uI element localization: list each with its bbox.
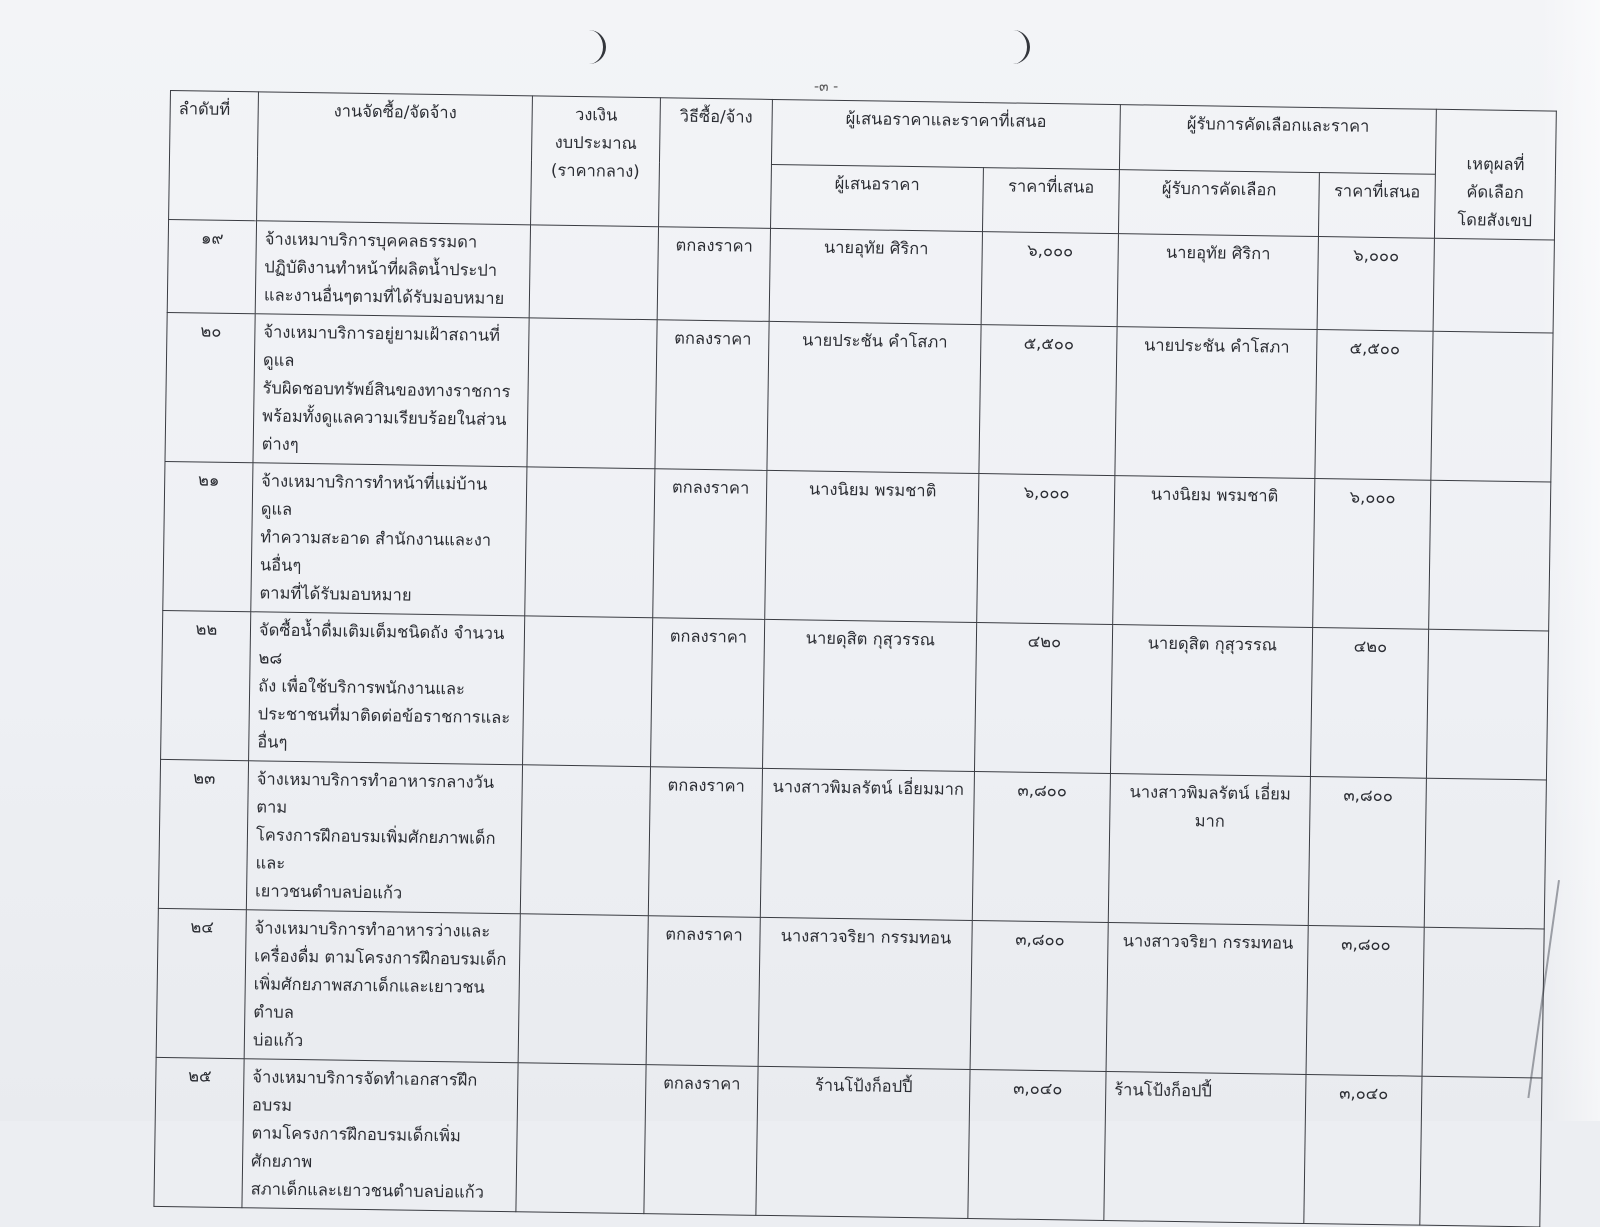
punch-hole-left-icon [572,30,606,64]
row-budget [518,914,648,1065]
row-budget [520,765,650,916]
row-bidder: นายดุสิต กุสุวรรณ [763,619,977,771]
row-selected: นายประชัน คำโสภา [1115,327,1317,479]
row-number: ๑๙ [167,219,256,313]
row-reason [1433,238,1554,333]
row-budget [525,467,655,618]
row-task: จ้างเหมาบริการทำอาหารว่างและ เครื่องดื่ม ตามโครงการฝึกอบรมเด็ก เพิ่มศักยภาพสภาเด็กและเยาวชนตำบล บ่อแก้ว [244,910,520,1063]
row-bid-price: ๖,๐๐๐ [981,232,1118,327]
row-selected-price: ๖,๐๐๐ [1317,237,1434,332]
row-budget [523,616,653,767]
row-number: ๒๔ [156,908,246,1058]
table-row [154,1057,1542,1227]
row-selected: นางนิยม พรมชาติ [1113,476,1315,628]
header-bidders-group: ผู้เสนอราคาและราคาที่เสนอ [771,99,1120,169]
row-selected-price: ๓,๘๐๐ [1308,776,1426,927]
row-bidder: นายอุทัย ศิริกา [769,228,982,324]
row-budget [516,1063,646,1214]
row-bidder: นางนิยม พรมชาติ [765,470,979,622]
row-method: ตกลงราคา [657,227,770,322]
row-selected-price: ๔๒๐ [1310,628,1428,779]
row-bidder: นายประชัน คำโสภา [767,321,981,473]
row-bid-price: ๓,๘๐๐ [970,920,1108,1071]
row-method: ตกลงราคา [653,469,767,620]
row-budget [529,225,658,320]
page-number: -๓ - [814,79,839,95]
row-budget [527,318,657,469]
punch-hole-right-icon [996,30,1030,64]
table-row [161,610,1549,780]
header-no: ลำดับที่ [169,91,259,221]
row-selected: นายอุทัย ศิริกา [1117,234,1318,330]
row-bid-price: ๕,๕๐๐ [979,325,1117,476]
row-number: ๒๑ [163,461,253,611]
table-row [158,759,1546,929]
header-selected-price: ราคาที่เสนอ [1318,172,1435,238]
row-bidder: ร้านโป้งก็อปปี้ [756,1066,970,1218]
row-selected-price: ๖,๐๐๐ [1313,479,1431,630]
row-selected-price: ๓,๐๔๐ [1304,1074,1422,1225]
row-method: ตกลงราคา [644,1065,758,1216]
row-method: ตกลงราคา [646,916,760,1067]
row-bid-price: ๓,๘๐๐ [972,772,1110,923]
procurement-table [153,90,1556,1227]
row-selected: นางสาวจริยา กรรมทอน [1106,923,1308,1075]
row-bid-price: ๔๒๐ [974,623,1112,774]
row-bidder: นางสาวพิมลรัตน์ เอี่ยมมาก [760,768,974,920]
row-method: ตกลงราคา [651,618,765,769]
header-budget: วงเงิน งบประมาณ (ราคากลาง) [531,96,661,227]
table-row [156,908,1544,1078]
row-reason [1431,331,1553,482]
row-task: จ้างเหมาบริการทำอาหารกลางวัน ตาม โครงการฝึกอบรมเพิ่มศักยภาพเด็กและ เยาวชนตำบลบ่อแก้ว [246,761,522,914]
header-selected-group: ผู้รับการคัดเลือกและราคา [1119,105,1436,174]
header-selected: ผู้รับการคัดเลือก [1118,169,1319,236]
row-bid-price: ๖,๐๐๐ [977,474,1115,625]
row-reason [1424,778,1546,929]
header-bidder: ผู้เสนอราคา [771,164,984,232]
row-bid-price: ๓,๐๔๐ [968,1069,1106,1220]
row-reason [1422,927,1544,1078]
row-selected: นายดุสิต กุสุวรรณ [1110,625,1312,777]
row-selected: ร้านโป้งก็อปปี้ [1104,1071,1306,1223]
row-reason [1426,629,1548,780]
row-selected-price: ๕,๕๐๐ [1315,330,1433,481]
row-reason [1429,480,1551,631]
row-number: ๒๐ [165,312,255,462]
row-reason [1420,1076,1542,1227]
row-selected-price: ๓,๘๐๐ [1306,925,1424,1076]
row-task: จัดซื้อน้ำดื่มเติมเต็มชนิดถัง จำนวน ๒๘ ถัง เพื่อใช้บริการพนักงานและ ประชาชนที่มาติดต่อข้อราชการและ อื่นๆ [249,612,525,765]
table-row [165,312,1553,482]
header-task: งานจัดซื้อ/จัดจ้าง [257,92,533,225]
row-number: ๒๕ [154,1057,244,1207]
row-selected: นางสาวพิมลรัตน์ เอี่ยมมาก [1108,774,1310,926]
row-task: จ้างเหมาบริการอยู่ยามเฝ้าสถานที่ ดูแล รับผิดชอบทรัพย์สินของทางราชการ พร้อมทั้งดูแลความเรียบร้อยในส่วน ต่างๆ [253,314,529,467]
row-task: จ้างเหมาบริการบุคคลธรรมดา ปฏิบัติงานทำหน้าที่ผลิตน้ำประปา และงานอื่นๆตามที่ได้รับมอบหมาย [255,221,530,318]
row-number: ๒๒ [161,610,251,760]
table-header-row-1 [170,91,1557,176]
row-number: ๒๓ [158,759,248,909]
header-method: วิธีซื้อ/จ้าง [659,98,773,229]
row-method: ตกลงราคา [655,320,769,471]
row-bidder: นางสาวจริยา กรรมทอน [758,917,972,1069]
row-task: จ้างเหมาบริการทำหน้าที่แม่บ้าน ดูแล ทำความสะอาด สำนักงานและงานอื่นๆ ตามที่ได้รับมอบหมาย [251,463,527,616]
header-reason: เหตุผลที่ คัดเลือก โดยสังเขป [1434,109,1556,240]
header-bid-price: ราคาที่เสนอ [982,167,1119,234]
row-method: ตกลงราคา [648,767,762,918]
table-row [163,461,1551,631]
row-task: จ้างเหมาบริการจัดทำเอกสารฝึกอบรม ตามโครงการฝึกอบรมเด็กเพิ่มศักยภาพ สภาเด็กและเยาวชนตำบลบ่อแก้ว [242,1059,518,1212]
